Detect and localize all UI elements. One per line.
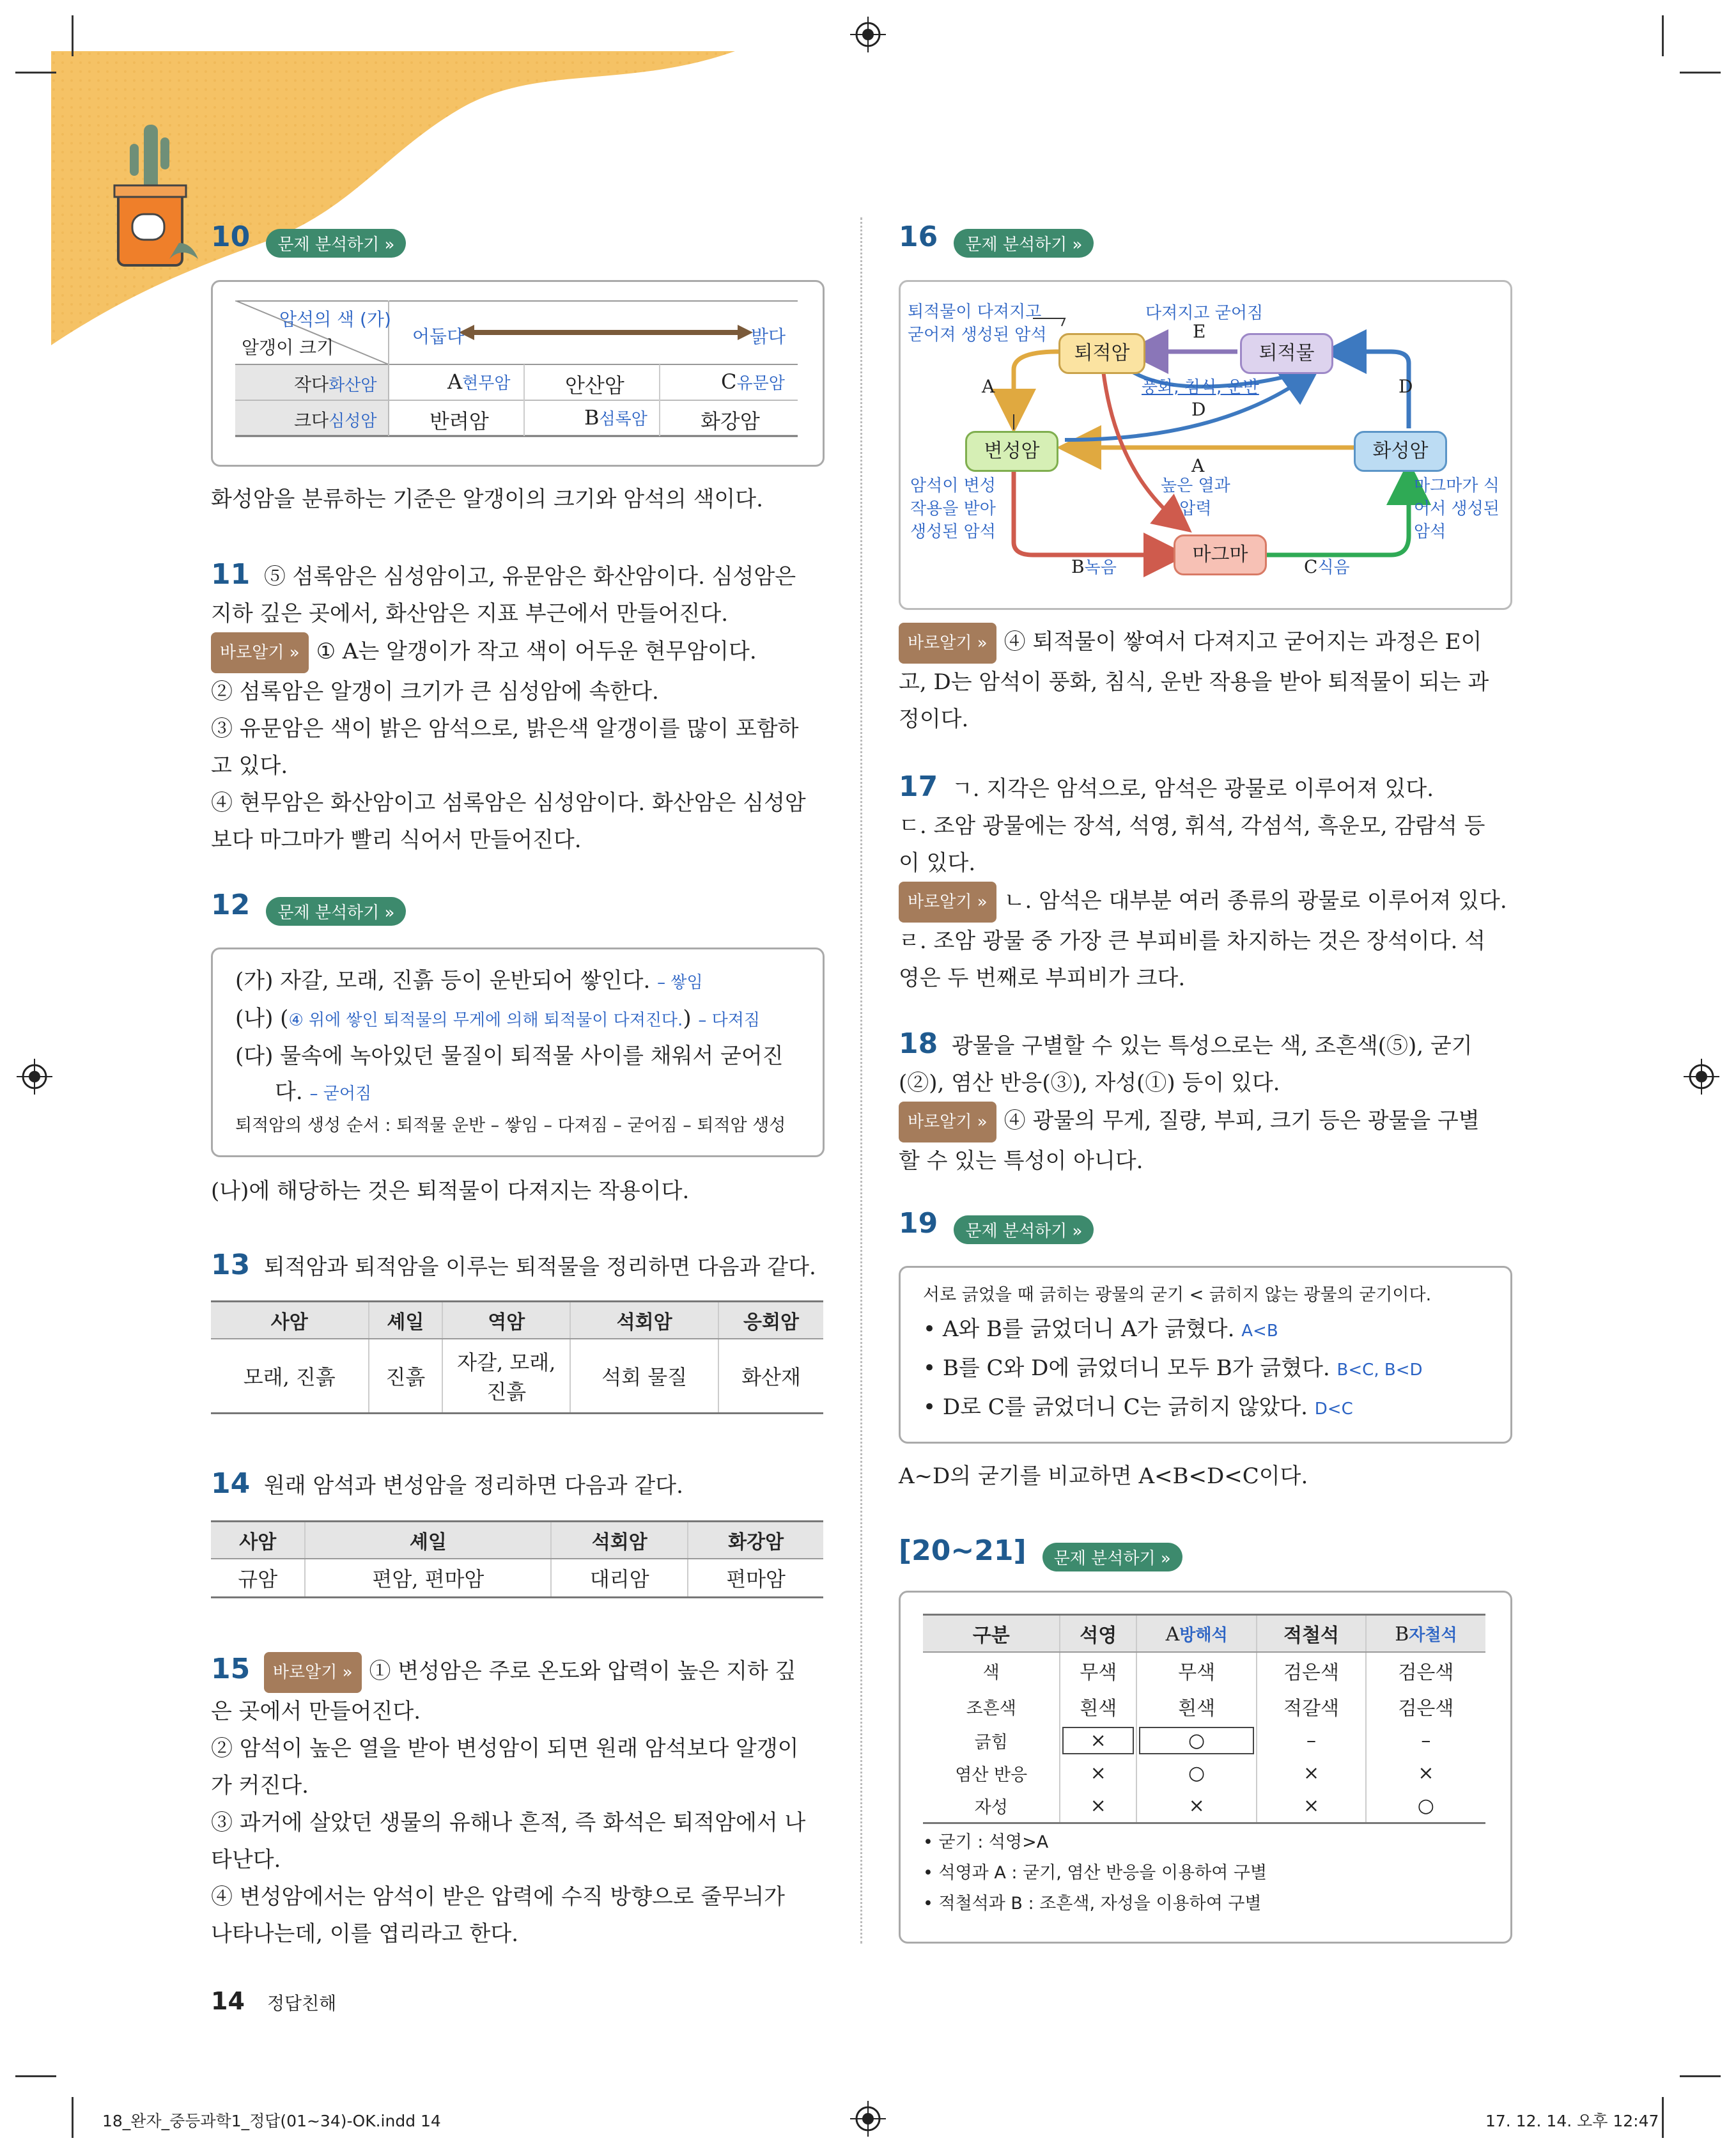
table-cell: 적갈색 (1257, 1688, 1366, 1724)
table-cell: 흰색 (1060, 1688, 1136, 1724)
q2021-notes (923, 1827, 1267, 1919)
table-cell: 화산재 (718, 1339, 823, 1413)
q12-explanation: (나)에 해당하는 것은 퇴적물이 다져지는 작용이다. (211, 1178, 690, 1204)
table-cell: 모래, 진흙 (211, 1339, 369, 1413)
node-magma: 마그마 (1174, 534, 1267, 575)
table-cell: × (1060, 1757, 1136, 1789)
q11-line: ① A는 알갱이가 작고 색이 어두운 현무암이다. (316, 639, 757, 664)
q15-line: 나타나는데, 이를 엽리라고 한다. (211, 1921, 519, 1947)
q17-line: 이 있다. (899, 850, 976, 876)
q15-block (211, 1651, 825, 1953)
table-cell: 대리암 (551, 1559, 688, 1598)
q16-heading (899, 221, 1094, 258)
table-header: 적철석 (1257, 1615, 1366, 1653)
analysis-tag: 문제 분석하기 » (266, 897, 406, 926)
registration-mark-icon (850, 2101, 886, 2137)
registration-mark-icon (17, 1059, 52, 1095)
q10-dark: 어둡다 (412, 326, 465, 347)
diagram-label: 암석이 변성 작용을 받아 생성된 암석 (910, 476, 996, 542)
q12-answer: ④ 위에 쌓인 퇴적물의 무게에 의해 퇴적물이 다져진다. (288, 1011, 683, 1030)
q11-line: 보다 마그마가 빨리 식어서 만들어진다. (211, 827, 582, 853)
table-header: 사암 (211, 1522, 305, 1559)
question-number: 11 (211, 558, 251, 591)
q10-bright: 밝다 (751, 326, 786, 347)
q10-cell-a: A현무암 (447, 370, 511, 394)
table-header: 사암 (211, 1302, 369, 1339)
q10-row1-label: 작다화산암 (294, 374, 377, 395)
q18-block (899, 1025, 1512, 1180)
q15-line: ④ 변성암에서는 암석이 받은 압력에 수직 방향으로 줄무늬가 (211, 1884, 785, 1910)
q15-line: 은 곳에서 만들어진다. (211, 1699, 421, 1724)
analysis-tag: 문제 분석하기 » (954, 1215, 1094, 1244)
q10-cell-gabbro: 반려암 (430, 409, 489, 433)
table-header: 석회암 (570, 1302, 718, 1339)
file-slug: 18_완자_중등과학1_정답(01~34)-OK.indd 14 (102, 2112, 441, 2130)
diagram-label: 높은 열과 압력 (1161, 476, 1230, 519)
q19-rule: 서로 긁었을 때 긁히는 광물의 굳기 < 긁히지 않는 광물의 굳기이다. (923, 1285, 1432, 1305)
table-cell: × (1257, 1789, 1366, 1823)
print-date: 17. 12. 14. 오후 12:47 (1485, 2112, 1659, 2130)
table-header: B자철석 (1366, 1615, 1485, 1653)
table-cell: 검은색 (1366, 1688, 1485, 1724)
diagram-label: D (1399, 376, 1413, 397)
q10-cell-c: C유문암 (721, 370, 785, 394)
q13-heading (211, 1247, 816, 1286)
q17-line: ㄴ. 암석은 대부분 여러 종류의 광물로 이루어져 있다. (1004, 888, 1507, 914)
q17-line: ㄹ. 조암 광물 중 가장 큰 부피비를 차지하는 것은 장석이다. 석 (899, 928, 1485, 954)
page-number: 14 (211, 1987, 245, 2015)
q10-cell-granite: 화강암 (701, 409, 760, 433)
question-number: 16 (899, 221, 938, 253)
table-cell: 자갈, 모래, 진흙 (442, 1339, 570, 1413)
question-number: 12 (211, 889, 251, 921)
table-cell: ○ (1136, 1724, 1257, 1757)
table-cell: 무색 (1060, 1652, 1136, 1688)
table-cell: 자성 (923, 1789, 1060, 1823)
table-cell: 검은색 (1366, 1652, 1485, 1688)
node-sediment: 퇴적물 (1240, 333, 1333, 374)
q16-line: 정이다. (899, 706, 969, 732)
q18-line: 광물을 구별할 수 있는 특성으로는 색, 조흔색(⑤), 굳기 (951, 1033, 1473, 1059)
q19-bullet: • A와 B를 긁었더니 A가 긁혔다. (923, 1316, 1235, 1342)
q16-line: ④ 퇴적물이 쌓여서 다져지고 굳어지는 과정은 E이 (1004, 629, 1482, 655)
q12-note: – 굳어짐 (309, 1084, 372, 1103)
diagram-label: D (1191, 399, 1206, 420)
correction-tag: 바로알기 » (899, 1102, 996, 1142)
table-cell: 편마암 (688, 1559, 823, 1598)
q11-line: 고 있다. (211, 753, 288, 779)
table-header: 석영 (1060, 1615, 1136, 1653)
q19-box-content (923, 1280, 1498, 1428)
diagram-label: E (1193, 321, 1206, 342)
q19-bullet: • B를 C와 D에 긁었더니 모두 B가 긁혔다. (923, 1355, 1330, 1381)
table-header: 석회암 (551, 1522, 688, 1559)
registration-mark-icon (850, 17, 886, 52)
diagram-label-b: B녹음 (1071, 556, 1117, 577)
q11-block (211, 556, 825, 859)
question-number: [20~21] (899, 1534, 1027, 1567)
table-cell: ○ (1366, 1789, 1485, 1823)
q12-note: – 쌓임 (657, 973, 703, 992)
q14-text: 원래 암석과 변성암을 정리하면 다음과 같다. (263, 1473, 683, 1499)
analysis-tag: 문제 분석하기 » (954, 229, 1094, 258)
table-header: 화강암 (688, 1522, 823, 1559)
table-cell: × (1060, 1724, 1136, 1757)
table-header: A방해석 (1136, 1615, 1257, 1653)
analysis-tag: 문제 분석하기 » (266, 229, 406, 258)
table-cell: 흰색 (1136, 1688, 1257, 1724)
q12-box-content (235, 963, 810, 1140)
q12-note: – 다져짐 (698, 1011, 761, 1030)
table-cell: ○ (1136, 1757, 1257, 1789)
diagram-label: 다져지고 굳어짐 (1145, 304, 1264, 323)
analysis-tag: 문제 분석하기 » (1042, 1543, 1182, 1571)
q15-line: ③ 과거에 살았던 생물의 유해나 흔적, 즉 화석은 퇴적암에서 나 (211, 1810, 806, 1836)
question-number: 18 (899, 1027, 938, 1060)
question-number: 13 (211, 1249, 251, 1281)
q15-line: 가 커진다. (211, 1773, 309, 1798)
q16-line: 고, D는 암석이 풍화, 침식, 운반 작용을 받아 퇴적물이 되는 과 (899, 669, 1489, 695)
correction-tag: 바로알기 » (264, 1652, 362, 1693)
table-cell: 진흙 (369, 1339, 443, 1413)
q19-explanation: A~D의 굳기를 비교하면 A<B<D<C이다. (899, 1463, 1308, 1489)
q12-step-c-cont: 다. (275, 1079, 303, 1105)
q12-step-c: (다) 물속에 녹아있던 물질이 퇴적물 사이를 채워서 굳어진 (235, 1043, 784, 1069)
q11-line: ③ 유문암은 색이 밝은 암석으로, 밝은색 알갱이를 많이 포함하 (211, 716, 799, 742)
q17-line: 영은 두 번째로 부피비가 크다. (899, 965, 1186, 991)
q12-heading (211, 889, 406, 926)
table-cell: 긁힘 (974, 1733, 1008, 1752)
q12-paren: ) (683, 1006, 692, 1031)
q15-line: ② 암석이 높은 열을 받아 변성암이 되면 원래 암석보다 알갱이 (211, 1736, 799, 1761)
q19-heading (899, 1207, 1094, 1244)
node-igneous-rock: 화성암 (1354, 431, 1447, 472)
q17-block (899, 768, 1512, 997)
table-cell: 석회 물질 (570, 1339, 718, 1413)
q19-bullet: • D로 C를 긁었더니 C는 긁히지 않았다. (923, 1394, 1308, 1420)
table-cell: × (1060, 1789, 1136, 1823)
q10-row2-label: 크다심성암 (294, 410, 377, 431)
q16-explanation (899, 623, 1512, 738)
table-cell: × (1257, 1757, 1366, 1789)
q10-head-size: 알갱이 크기 (242, 337, 334, 358)
q10-heading (211, 221, 406, 258)
page-footer (211, 1987, 336, 2015)
node-sedimentary-rock: 퇴적암 (1058, 333, 1145, 374)
diagram-label: 마그마가 식 어서 생성된 암석 (1414, 476, 1500, 542)
correction-tag: 바로알기 » (899, 623, 996, 664)
table-cell: 색 (982, 1662, 1000, 1683)
diagram-label: A (982, 376, 995, 397)
diagram-label: 퇴적물이 다져지고 굳어져 생성된 암석 (908, 302, 1047, 345)
question-number: 14 (211, 1467, 251, 1500)
q19-note: A<B (1241, 1322, 1278, 1341)
q14-heading (211, 1465, 683, 1504)
diagram-label-c: C식음 (1304, 556, 1350, 577)
q19-note: D<C (1314, 1400, 1353, 1419)
correction-tag: 바로알기 » (211, 632, 309, 673)
q11-line: ⑤ 섬록암은 심성암이고, 유문암은 화산암이다. 심성암은 (263, 564, 796, 589)
q10-cell-b: B섬록암 (584, 405, 647, 430)
q12-order: 퇴적암의 생성 순서 : 퇴적물 운반 – 쌓임 – 다져짐 – 굳어짐 – 퇴적암 생성 (235, 1116, 786, 1135)
q2021-note: • 석영과 A : 굳기, 염산 반응을 이용하여 구별 (923, 1863, 1267, 1883)
q2021-note: • 적철석과 B : 조흔색, 자성을 이용하여 구별 (923, 1894, 1262, 1914)
question-number: 10 (211, 221, 251, 253)
registration-mark-icon (1684, 1059, 1719, 1095)
table-cell: 조흔색 (966, 1698, 1016, 1719)
table-cell: × (1136, 1789, 1257, 1823)
q2021-note: • 굳기 : 석영>A (923, 1832, 1049, 1852)
q13-text: 퇴적암과 퇴적암을 이루는 퇴적물을 정리하면 다음과 같다. (263, 1254, 816, 1280)
table-cell: 편암, 편마암 (305, 1559, 551, 1598)
table-cell: 검은색 (1257, 1652, 1366, 1688)
q13-table (211, 1300, 823, 1414)
table-header: 역암 (442, 1302, 570, 1339)
q11-line: 지하 깊은 곳에서, 화산암은 지표 부근에서 만들어진다. (211, 601, 729, 627)
table-header: 응회암 (718, 1302, 823, 1339)
table-cell: 규암 (211, 1559, 305, 1598)
q10-explanation: 화성암을 분류하는 기준은 알갱이의 크기와 암석의 색이다. (211, 487, 763, 512)
correction-tag: 바로알기 » (899, 882, 996, 923)
question-number: 15 (211, 1653, 251, 1685)
node-metamorphic-rock: 변성암 (965, 431, 1058, 472)
q12-step-b: (나) ( (235, 1006, 289, 1031)
table-cell: × (1366, 1757, 1485, 1789)
q18-line: ④ 광물의 무게, 질량, 부피, 크기 등은 광물을 구별 (1004, 1108, 1480, 1134)
question-number: 17 (899, 770, 938, 803)
q15-line: 타난다. (211, 1847, 281, 1873)
q18-line: (②), 염산 반응(③), 자성(①) 등이 있다. (899, 1070, 1280, 1096)
question-number: 19 (899, 1207, 938, 1240)
q15-line: ① 변성암은 주로 온도와 압력이 높은 지하 깊 (369, 1658, 796, 1684)
cactus-icon (105, 112, 201, 272)
table-cell: 무색 (1136, 1652, 1257, 1688)
book-title: 정답친해 (267, 1993, 337, 2014)
column-divider (860, 217, 862, 1944)
q18-line: 할 수 있는 특성이 아니다. (899, 1148, 1143, 1174)
q11-line: ② 섬록암은 알갱이 크기가 큰 심성암에 속한다. (211, 679, 659, 705)
table-header: 구분 (923, 1615, 1060, 1653)
q19-note: B<C, B<D (1337, 1361, 1423, 1380)
q17-line: ㄱ. 지각은 암석으로, 암석은 광물로 이루어져 있다. (951, 776, 1434, 802)
q10-cell-andesite: 안산암 (565, 373, 624, 398)
q14-table (211, 1520, 823, 1598)
table-header: 셰일 (305, 1522, 551, 1559)
q17-line: ㄷ. 조암 광물에는 장석, 석영, 휘석, 각섬석, 흑운모, 감람석 등 (899, 813, 1485, 839)
q10-head-color: 암석의 색 (가) (279, 309, 391, 330)
q11-line: ④ 현무암은 화산암이고 섬록암은 심성암이다. 화산암은 심성암 (211, 790, 806, 816)
table-cell: – (1366, 1724, 1485, 1757)
table-header: 셰일 (369, 1302, 443, 1339)
q12-step-a: (가) 자갈, 모래, 진흙 등이 운반되어 쌓인다. (235, 968, 651, 994)
table-cell: 염산 반응 (955, 1765, 1028, 1785)
table-cell: – (1257, 1724, 1366, 1757)
q2021-table (923, 1614, 1485, 1824)
diagram-label: A (1191, 455, 1205, 476)
q2021-heading (899, 1534, 1182, 1571)
diagram-label: 풍화, 침식, 운반 (1142, 378, 1259, 397)
